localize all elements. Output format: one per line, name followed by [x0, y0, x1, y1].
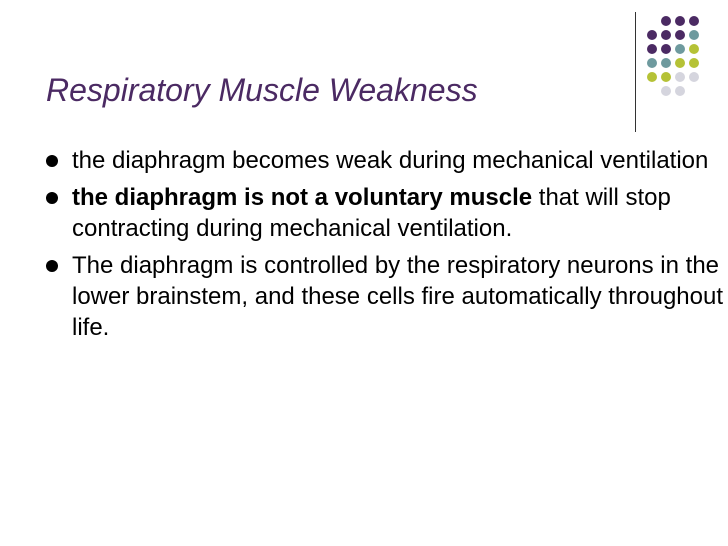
bullet-marker-icon: [46, 155, 58, 167]
bullet-item-1: [46, 145, 726, 176]
decorative-dot: [661, 16, 671, 26]
decorative-dot: [689, 16, 699, 26]
decorative-dot: [661, 72, 671, 82]
decorative-dot: [689, 72, 699, 82]
bullet-marker-icon: [46, 192, 58, 204]
decorative-dot: [647, 30, 657, 40]
decorative-dot: [675, 30, 685, 40]
decorative-dot: [675, 16, 685, 26]
decorative-dot: [675, 86, 685, 96]
bullet-item-2: [46, 182, 726, 244]
bullet-2-bold-text: the diaphragm is not a voluntary muscle: [72, 184, 533, 211]
decorative-dot: [675, 44, 685, 54]
decorative-dot: [647, 44, 657, 54]
slide-title: Respiratory Muscle Weakness: [46, 72, 478, 108]
bullet-3-text: The diaphragm is controlled by the respiratory neurons in the lower brainstem, and these cells fire automatically throughout life.: [72, 252, 723, 341]
bullet-marker-icon: [46, 260, 58, 272]
decorative-dot: [675, 72, 685, 82]
decorative-dot: [647, 72, 657, 82]
decorative-dot: [689, 44, 699, 54]
decorative-dot: [689, 30, 699, 40]
decorative-dot: [661, 86, 671, 96]
decorative-dot: [661, 58, 671, 68]
decorative-dot: [661, 44, 671, 54]
bullet-2-text: that will stop contracting during mechanical ventilation.: [72, 184, 671, 242]
title-divider-line: [635, 12, 636, 132]
bullet-list: [46, 145, 726, 349]
decorative-dot: [689, 58, 699, 68]
decorative-dot: [675, 58, 685, 68]
bullet-item-3: [46, 250, 726, 343]
bullet-1-text: the diaphragm becomes weak during mechanical ventilation: [72, 147, 709, 174]
decorative-dot-grid: [645, 14, 725, 104]
decorative-dot: [661, 30, 671, 40]
decorative-dot: [647, 58, 657, 68]
